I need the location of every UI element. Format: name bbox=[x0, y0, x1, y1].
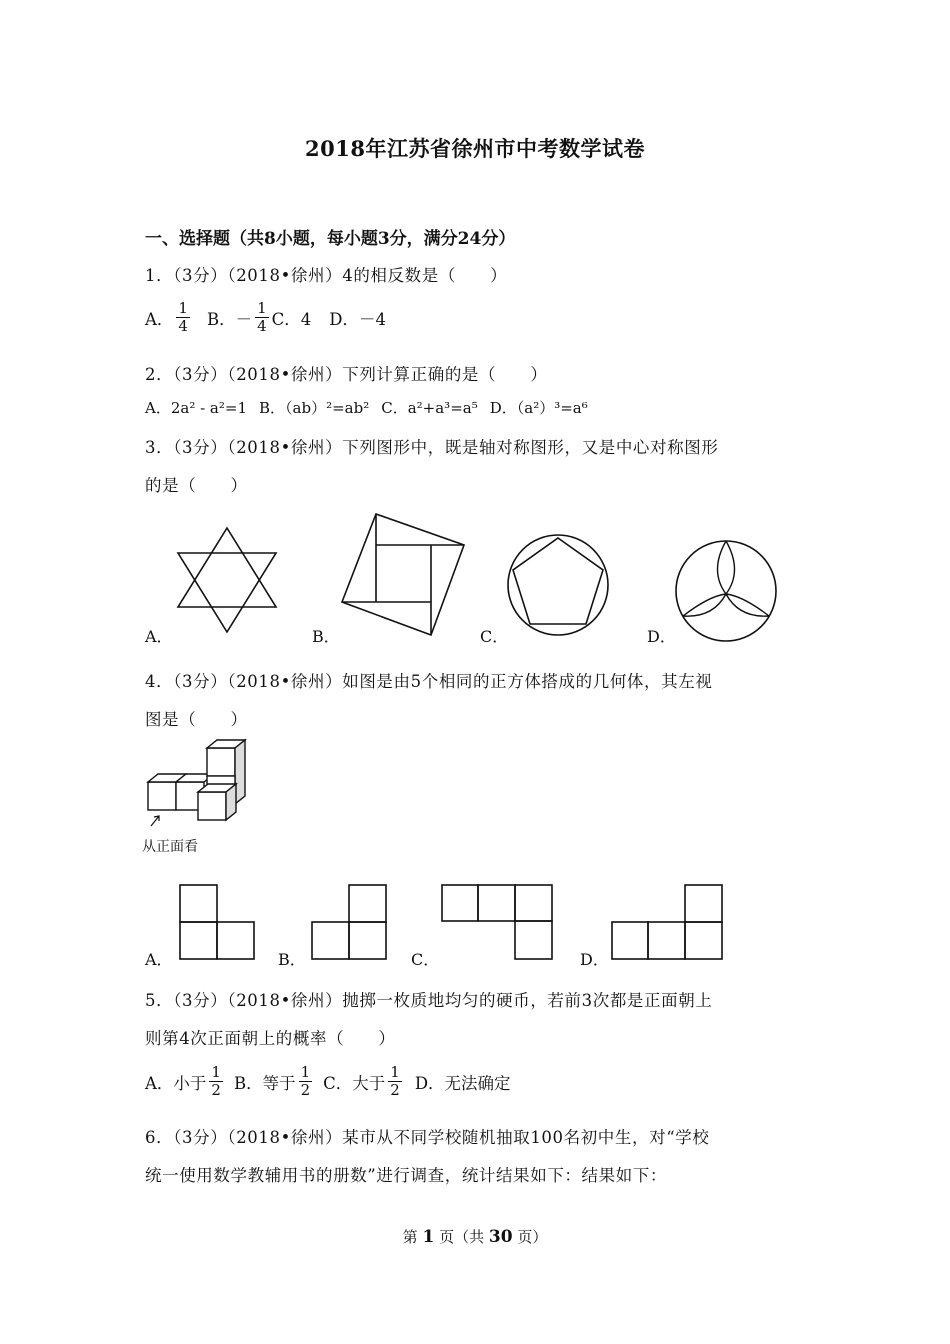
q1-option-b-label: B．－ bbox=[206, 309, 253, 329]
q3-label-d: D． bbox=[647, 627, 676, 646]
exam-title: 2018年江苏省徐州市中考数学试卷 bbox=[305, 136, 645, 161]
q3-figure-b-pinwheel-square bbox=[338, 510, 468, 640]
question-3-text-line-2: 的是（ ） bbox=[145, 476, 248, 495]
footer-page-number: 1 bbox=[422, 1227, 435, 1247]
question-2-text: 2．（3分）（2018•徐州）下列计算正确的是（ ） bbox=[145, 365, 548, 384]
q5-option-d: D．无法确定 bbox=[414, 1073, 511, 1093]
footer-total-pages: 30 bbox=[488, 1227, 513, 1247]
q3-figure-d-three-arcs-in-circle bbox=[671, 536, 781, 646]
q4-label-d: D． bbox=[580, 950, 609, 969]
question-6-text-line-1: 6．（3分）（2018•徐州）某市从不同学校随机抽取100名初中生，对“学校 bbox=[145, 1128, 710, 1147]
question-1-options bbox=[145, 300, 386, 335]
q4-label-c: C． bbox=[411, 950, 440, 969]
q3-figure-c-pentagon-in-circle bbox=[503, 530, 613, 640]
q5-option-c-fraction: $\frac{1}{2}$ bbox=[390, 1063, 400, 1099]
section-heading: 一、选择题（共8小题，每小题3分，满分24分） bbox=[145, 229, 516, 249]
q4-label-a: A． bbox=[145, 950, 173, 969]
q2-option-d: D．（a²）³=a⁶ bbox=[489, 399, 588, 417]
q4-option-b-view bbox=[311, 884, 387, 960]
q3-label-b: B． bbox=[312, 627, 340, 646]
q3-figure-a-hexagram bbox=[172, 525, 282, 635]
question-3-text-line-1: 3．（3分）（2018•徐州）下列图形中，既是轴对称图形，又是中心对称图形 bbox=[145, 438, 719, 457]
q5-option-a-label: A．小于 bbox=[145, 1073, 207, 1093]
q5-option-a-fraction: $\frac{1}{2}$ bbox=[211, 1063, 221, 1099]
q3-label-c: C． bbox=[480, 627, 509, 646]
page-footer: 第 1 页（共 30 页） bbox=[402, 1227, 548, 1247]
q2-option-c: C．a²+a³=a⁵ bbox=[381, 399, 478, 417]
q4-label-b: B． bbox=[278, 950, 306, 969]
question-1-text: 1．（3分）（2018•徐州）4的相反数是（ ） bbox=[145, 266, 508, 285]
q4-cube-solid-figure bbox=[145, 738, 255, 828]
q3-label-a: A． bbox=[145, 627, 173, 646]
question-5-options bbox=[145, 1064, 511, 1099]
q4-option-c-view bbox=[441, 884, 553, 960]
q4-option-a-view bbox=[179, 884, 255, 960]
q2-option-a: A．2a² - a²=1 bbox=[145, 399, 248, 417]
q1-option-d: D．－4 bbox=[329, 309, 387, 329]
question-4-text-line-2: 图是（ ） bbox=[145, 710, 248, 729]
question-5-text-line-1: 5．（3分）（2018•徐州）抛掷一枚质地均匀的硬币，若前3次都是正面朝上 bbox=[145, 991, 713, 1010]
q1-option-b-fraction: $\frac{1}{4}$ bbox=[257, 299, 267, 335]
q2-option-b: B．（ab）²=ab² bbox=[259, 399, 370, 417]
q4-view-caption: 从正面看 bbox=[142, 839, 198, 855]
q1-option-c: C．4 bbox=[271, 309, 312, 329]
q4-option-d-view bbox=[611, 884, 723, 960]
question-5-text-line-2: 则第4次正面朝上的概率（ ） bbox=[145, 1029, 396, 1048]
q5-option-b-fraction: $\frac{1}{2}$ bbox=[300, 1063, 311, 1099]
q1-option-a-fraction: $\frac{1}{4}$ bbox=[178, 299, 188, 335]
q5-option-c-label: C．大于 bbox=[323, 1073, 386, 1093]
question-6-text-line-2: 统一使用数学教辅用书的册数”进行调查，统计结果如下：结果如下： bbox=[145, 1166, 668, 1185]
question-4-text-line-1: 4．（3分）（2018•徐州）如图是由5个相同的正方体搭成的几何体，其左视 bbox=[145, 672, 713, 691]
question-2-options bbox=[145, 397, 600, 418]
q5-option-b-label: B．等于 bbox=[233, 1073, 296, 1093]
q1-option-a-label: A． bbox=[145, 309, 174, 329]
